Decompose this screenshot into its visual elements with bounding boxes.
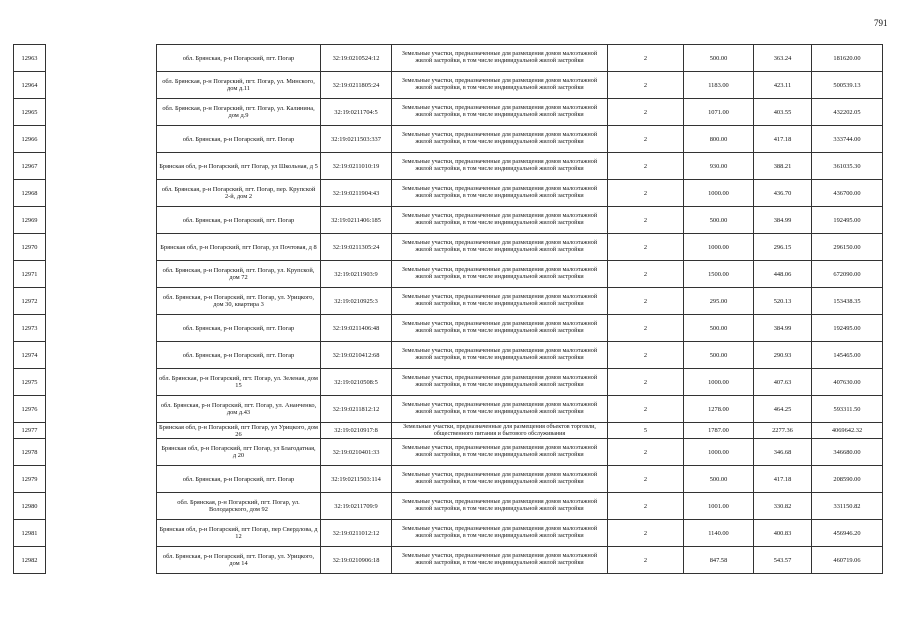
unit-value-cell: 296.15 xyxy=(754,234,812,261)
cadastral-number-cell: 32:19:0211812:12 xyxy=(321,396,392,423)
table-row xyxy=(14,153,883,180)
cadastral-cost-cell: 331150.82 xyxy=(812,493,883,520)
empty-cell xyxy=(46,126,157,153)
empty-cell xyxy=(46,466,157,493)
cadastral-number-cell: 32:19:0211503:337 xyxy=(321,126,392,153)
land-use-cell: Земельные участки, предназначенные для размещения домов малоэтажной жилой застройки, в том числе индивидуальной жилой застройки xyxy=(392,466,608,493)
group-cell: 2 xyxy=(608,315,684,342)
group-cell: 2 xyxy=(608,153,684,180)
empty-cell xyxy=(46,72,157,99)
empty-cell xyxy=(46,45,157,72)
group-cell: 2 xyxy=(608,261,684,288)
table-row xyxy=(14,493,883,520)
unit-value-cell: 520.13 xyxy=(754,288,812,315)
group-cell: 5 xyxy=(608,423,684,439)
address-cell: обл. Брянская, р-н Погарский, пгт. Погар, ул. Крупской, дом 72 xyxy=(157,261,321,288)
land-use-cell: Земельные участки, предназначенные для размещения домов малоэтажной жилой застройки, в том числе индивидуальной жилой застройки xyxy=(392,261,608,288)
address-cell: обл. Брянская, р-н Погарский, пгт. Погар, ул. Зеленая, дом 15 xyxy=(157,369,321,396)
land-use-cell: Земельные участки, предназначенные для размещения домов малоэтажной жилой застройки, в том числе индивидуальной жилой застройки xyxy=(392,439,608,466)
empty-cell xyxy=(46,288,157,315)
area-cell: 847.58 xyxy=(684,547,754,574)
empty-cell xyxy=(46,207,157,234)
cadastral-cost-cell: 593311.50 xyxy=(812,396,883,423)
cadastral-number-cell: 32:19:0211010:19 xyxy=(321,153,392,180)
row-number-cell: 12973 xyxy=(14,315,46,342)
group-cell: 2 xyxy=(608,288,684,315)
row-number-cell: 12982 xyxy=(14,547,46,574)
area-cell: 500.00 xyxy=(684,45,754,72)
cadastral-number-cell: 32:19:0211903:9 xyxy=(321,261,392,288)
cadastral-number-cell: 32:19:0211904:43 xyxy=(321,180,392,207)
land-use-cell: Земельные участки, предназначенные для размещения домов малоэтажной жилой застройки, в том числе индивидуальной жилой застройки xyxy=(392,342,608,369)
unit-value-cell: 407.63 xyxy=(754,369,812,396)
cadastral-table-container xyxy=(13,44,883,574)
group-cell: 2 xyxy=(608,207,684,234)
row-number-cell: 12980 xyxy=(14,493,46,520)
table-row xyxy=(14,520,883,547)
empty-cell xyxy=(46,493,157,520)
group-cell: 2 xyxy=(608,126,684,153)
address-cell: обл. Брянская, р-н Погарский, пгт. Погар, ул. Урицкого, дом 14 xyxy=(157,547,321,574)
cadastral-number-cell: 32:19:0210925:3 xyxy=(321,288,392,315)
cadastral-cost-cell: 432202.05 xyxy=(812,99,883,126)
land-use-cell: Земельные участки, предназначенные для размещения домов малоэтажной жилой застройки, в том числе индивидуальной жилой застройки xyxy=(392,288,608,315)
cadastral-cost-cell: 333744.00 xyxy=(812,126,883,153)
row-number-cell: 12975 xyxy=(14,369,46,396)
area-cell: 1000.00 xyxy=(684,439,754,466)
empty-cell xyxy=(46,180,157,207)
unit-value-cell: 330.82 xyxy=(754,493,812,520)
empty-cell xyxy=(46,439,157,466)
cadastral-cost-cell: 456946.20 xyxy=(812,520,883,547)
row-number-cell: 12978 xyxy=(14,439,46,466)
cadastral-number-cell: 32:19:0211406:48 xyxy=(321,315,392,342)
table-row xyxy=(14,423,883,439)
land-use-cell: Земельные участки, предназначенные для размещения домов малоэтажной жилой застройки, в том числе индивидуальной жилой застройки xyxy=(392,126,608,153)
area-cell: 930.00 xyxy=(684,153,754,180)
row-number-cell: 12979 xyxy=(14,466,46,493)
table-row xyxy=(14,315,883,342)
area-cell: 1787.00 xyxy=(684,423,754,439)
table-row xyxy=(14,126,883,153)
land-use-cell: Земельные участки, предназначенные для размещения домов малоэтажной жилой застройки, в том числе индивидуальной жилой застройки xyxy=(392,72,608,99)
cadastral-cost-cell: 296150.00 xyxy=(812,234,883,261)
empty-cell xyxy=(46,423,157,439)
unit-value-cell: 384.99 xyxy=(754,315,812,342)
empty-cell xyxy=(46,153,157,180)
address-cell: обл. Брянская, р-н Погарский, пгт. Погар, ул. Минского, дом д.11 xyxy=(157,72,321,99)
group-cell: 2 xyxy=(608,234,684,261)
cadastral-cost-cell: 192495.00 xyxy=(812,207,883,234)
land-use-cell: Земельные участки, предназначенные для размещения домов малоэтажной жилой застройки, в том числе индивидуальной жилой застройки xyxy=(392,207,608,234)
empty-cell xyxy=(46,396,157,423)
row-number-cell: 12971 xyxy=(14,261,46,288)
area-cell: 295.00 xyxy=(684,288,754,315)
area-cell: 500.00 xyxy=(684,315,754,342)
empty-cell xyxy=(46,99,157,126)
address-cell: обл. Брянская, р-н Погарский, пгт. Погар, ул. Ананченко, дом д.43 xyxy=(157,396,321,423)
cadastral-value-table xyxy=(13,44,883,574)
unit-value-cell: 448.06 xyxy=(754,261,812,288)
empty-cell xyxy=(46,261,157,288)
address-cell: обл. Брянская, р-н Погарский, пгт. Погар xyxy=(157,466,321,493)
address-cell: Брянская обл, р-н Погарский, пгт Погар, пер Свердлова, д 12 xyxy=(157,520,321,547)
cadastral-cost-cell: 208590.00 xyxy=(812,466,883,493)
empty-cell xyxy=(46,520,157,547)
row-number-cell: 12965 xyxy=(14,99,46,126)
row-number-cell: 12969 xyxy=(14,207,46,234)
address-cell: обл. Брянская, р-н Погарский, пгт. Погар xyxy=(157,207,321,234)
land-use-cell: Земельные участки, предназначенные для размещения домов малоэтажной жилой застройки, в том числе индивидуальной жилой застройки xyxy=(392,547,608,574)
table-row xyxy=(14,234,883,261)
address-cell: обл. Брянская, р-н Погарский, пгт. Погар xyxy=(157,315,321,342)
row-number-cell: 12981 xyxy=(14,520,46,547)
cadastral-cost-cell: 4069642.32 xyxy=(812,423,883,439)
group-cell: 2 xyxy=(608,45,684,72)
table-row xyxy=(14,45,883,72)
unit-value-cell: 423.11 xyxy=(754,72,812,99)
row-number-cell: 12970 xyxy=(14,234,46,261)
unit-value-cell: 363.24 xyxy=(754,45,812,72)
group-cell: 2 xyxy=(608,180,684,207)
row-number-cell: 12976 xyxy=(14,396,46,423)
empty-cell xyxy=(46,342,157,369)
cadastral-cost-cell: 361035.30 xyxy=(812,153,883,180)
cadastral-number-cell: 32:19:0210906:18 xyxy=(321,547,392,574)
table-row xyxy=(14,288,883,315)
table-row xyxy=(14,369,883,396)
cadastral-number-cell: 32:19:0210917:8 xyxy=(321,423,392,439)
table-row xyxy=(14,466,883,493)
address-cell: Брянская обл, р-н Погарский, пгт Погар, ул Урицкого, дом 26 xyxy=(157,423,321,439)
cadastral-cost-cell: 436700.00 xyxy=(812,180,883,207)
cadastral-cost-cell: 500539.13 xyxy=(812,72,883,99)
table-row xyxy=(14,207,883,234)
area-cell: 1500.00 xyxy=(684,261,754,288)
empty-cell xyxy=(46,315,157,342)
cadastral-number-cell: 32:19:0211704:5 xyxy=(321,99,392,126)
table-row xyxy=(14,396,883,423)
unit-value-cell: 400.83 xyxy=(754,520,812,547)
empty-cell xyxy=(46,547,157,574)
land-use-cell: Земельные участки, предназначенные для размещения домов малоэтажной жилой застройки, в том числе индивидуальной жилой застройки xyxy=(392,153,608,180)
cadastral-cost-cell: 346680.00 xyxy=(812,439,883,466)
area-cell: 1278.00 xyxy=(684,396,754,423)
address-cell: обл. Брянская, р-н Погарский, пгт. Погар, ул. Володарского, дом 92 xyxy=(157,493,321,520)
cadastral-number-cell: 32:19:0211305:24 xyxy=(321,234,392,261)
group-cell: 2 xyxy=(608,72,684,99)
unit-value-cell: 346.68 xyxy=(754,439,812,466)
table-row xyxy=(14,439,883,466)
land-use-cell: Земельные участки, предназначенные для размещения домов малоэтажной жилой застройки, в том числе индивидуальной жилой застройки xyxy=(392,234,608,261)
cadastral-cost-cell: 192495.00 xyxy=(812,315,883,342)
unit-value-cell: 2277.36 xyxy=(754,423,812,439)
empty-cell xyxy=(46,369,157,396)
cadastral-number-cell: 32:19:0210524:12 xyxy=(321,45,392,72)
unit-value-cell: 290.93 xyxy=(754,342,812,369)
area-cell: 1140.00 xyxy=(684,520,754,547)
group-cell: 2 xyxy=(608,369,684,396)
area-cell: 1001.00 xyxy=(684,493,754,520)
group-cell: 2 xyxy=(608,520,684,547)
unit-value-cell: 436.70 xyxy=(754,180,812,207)
area-cell: 1000.00 xyxy=(684,180,754,207)
land-use-cell: Земельные участки, предназначенные для размещения домов малоэтажной жилой застройки, в том числе индивидуальной жилой застройки xyxy=(392,180,608,207)
table-row xyxy=(14,72,883,99)
empty-cell xyxy=(46,234,157,261)
table-row xyxy=(14,547,883,574)
cadastral-number-cell: 32:19:0210401:33 xyxy=(321,439,392,466)
cadastral-cost-cell: 407630.00 xyxy=(812,369,883,396)
group-cell: 2 xyxy=(608,99,684,126)
address-cell: обл. Брянская, р-н Погарский, пгт. Погар xyxy=(157,45,321,72)
row-number-cell: 12964 xyxy=(14,72,46,99)
area-cell: 800.00 xyxy=(684,126,754,153)
land-use-cell: Земельные участки, предназначенные для размещения домов малоэтажной жилой застройки, в том числе индивидуальной жилой застройки xyxy=(392,45,608,72)
cadastral-number-cell: 32:19:0211503:114 xyxy=(321,466,392,493)
page-number: 791 xyxy=(874,18,888,28)
row-number-cell: 12963 xyxy=(14,45,46,72)
land-use-cell: Земельные участки, предназначенные для размещения домов малоэтажной жилой застройки, в том числе индивидуальной жилой застройки xyxy=(392,369,608,396)
land-use-cell: Земельные участки, предназначенные для размещения объектов торговли, общественного питания и бытового обслуживания xyxy=(392,423,608,439)
group-cell: 2 xyxy=(608,493,684,520)
land-use-cell: Земельные участки, предназначенные для размещения домов малоэтажной жилой застройки, в том числе индивидуальной жилой застройки xyxy=(392,99,608,126)
cadastral-cost-cell: 672090.00 xyxy=(812,261,883,288)
unit-value-cell: 417.18 xyxy=(754,466,812,493)
area-cell: 500.00 xyxy=(684,207,754,234)
address-cell: обл. Брянская, р-н Погарский, пгт. Погар xyxy=(157,342,321,369)
unit-value-cell: 388.21 xyxy=(754,153,812,180)
area-cell: 1000.00 xyxy=(684,234,754,261)
area-cell: 500.00 xyxy=(684,466,754,493)
row-number-cell: 12972 xyxy=(14,288,46,315)
table-body xyxy=(14,45,883,574)
unit-value-cell: 417.18 xyxy=(754,126,812,153)
row-number-cell: 12967 xyxy=(14,153,46,180)
row-number-cell: 12968 xyxy=(14,180,46,207)
cadastral-number-cell: 32:19:0211709:9 xyxy=(321,493,392,520)
group-cell: 2 xyxy=(608,439,684,466)
cadastral-cost-cell: 145465.00 xyxy=(812,342,883,369)
row-number-cell: 12977 xyxy=(14,423,46,439)
row-number-cell: 12974 xyxy=(14,342,46,369)
cadastral-number-cell: 32:19:0211406:185 xyxy=(321,207,392,234)
unit-value-cell: 403.55 xyxy=(754,99,812,126)
group-cell: 2 xyxy=(608,342,684,369)
table-row xyxy=(14,180,883,207)
land-use-cell: Земельные участки, предназначенные для размещения домов малоэтажной жилой застройки, в том числе индивидуальной жилой застройки xyxy=(392,396,608,423)
group-cell: 2 xyxy=(608,396,684,423)
land-use-cell: Земельные участки, предназначенные для размещения домов малоэтажной жилой застройки, в том числе индивидуальной жилой застройки xyxy=(392,315,608,342)
table-row xyxy=(14,261,883,288)
row-number-cell: 12966 xyxy=(14,126,46,153)
address-cell: обл. Брянская, р-н Погарский, пгт. Погар, ул. Урицкого, дом 30, квартира 3 xyxy=(157,288,321,315)
unit-value-cell: 464.25 xyxy=(754,396,812,423)
address-cell: Брянская обл, р-н Погарский, пгт Погар, ул Школьная, д 5 xyxy=(157,153,321,180)
address-cell: Брянская обл, р-н Погарский, пгт Погар, ул Почтовая, д 8 xyxy=(157,234,321,261)
table-row xyxy=(14,99,883,126)
cadastral-number-cell: 32:19:0210508:5 xyxy=(321,369,392,396)
cadastral-number-cell: 32:19:0211012:12 xyxy=(321,520,392,547)
group-cell: 2 xyxy=(608,466,684,493)
address-cell: обл. Брянская, р-н Погарский, пгт. Погар xyxy=(157,126,321,153)
cadastral-number-cell: 32:19:0210412:68 xyxy=(321,342,392,369)
unit-value-cell: 384.99 xyxy=(754,207,812,234)
unit-value-cell: 543.57 xyxy=(754,547,812,574)
area-cell: 1071.00 xyxy=(684,99,754,126)
table-row xyxy=(14,342,883,369)
cadastral-cost-cell: 181620.00 xyxy=(812,45,883,72)
address-cell: обл. Брянская, р-н Погарский, пгт. Погар, ул. Калинина, дом д.9 xyxy=(157,99,321,126)
group-cell: 2 xyxy=(608,547,684,574)
cadastral-cost-cell: 460719.06 xyxy=(812,547,883,574)
address-cell: обл. Брянская, р-н Погарский, пгт. Погар, пер. Крупской 2-й, дом 2 xyxy=(157,180,321,207)
area-cell: 1183.00 xyxy=(684,72,754,99)
land-use-cell: Земельные участки, предназначенные для размещения домов малоэтажной жилой застройки, в том числе индивидуальной жилой застройки xyxy=(392,493,608,520)
area-cell: 500.00 xyxy=(684,342,754,369)
address-cell: Брянская обл, р-н Погарский, пгт Погар, ул Благодатная, д 20 xyxy=(157,439,321,466)
land-use-cell: Земельные участки, предназначенные для размещения домов малоэтажной жилой застройки, в том числе индивидуальной жилой застройки xyxy=(392,520,608,547)
cadastral-number-cell: 32:19:0211805:24 xyxy=(321,72,392,99)
cadastral-cost-cell: 153438.35 xyxy=(812,288,883,315)
area-cell: 1000.00 xyxy=(684,369,754,396)
